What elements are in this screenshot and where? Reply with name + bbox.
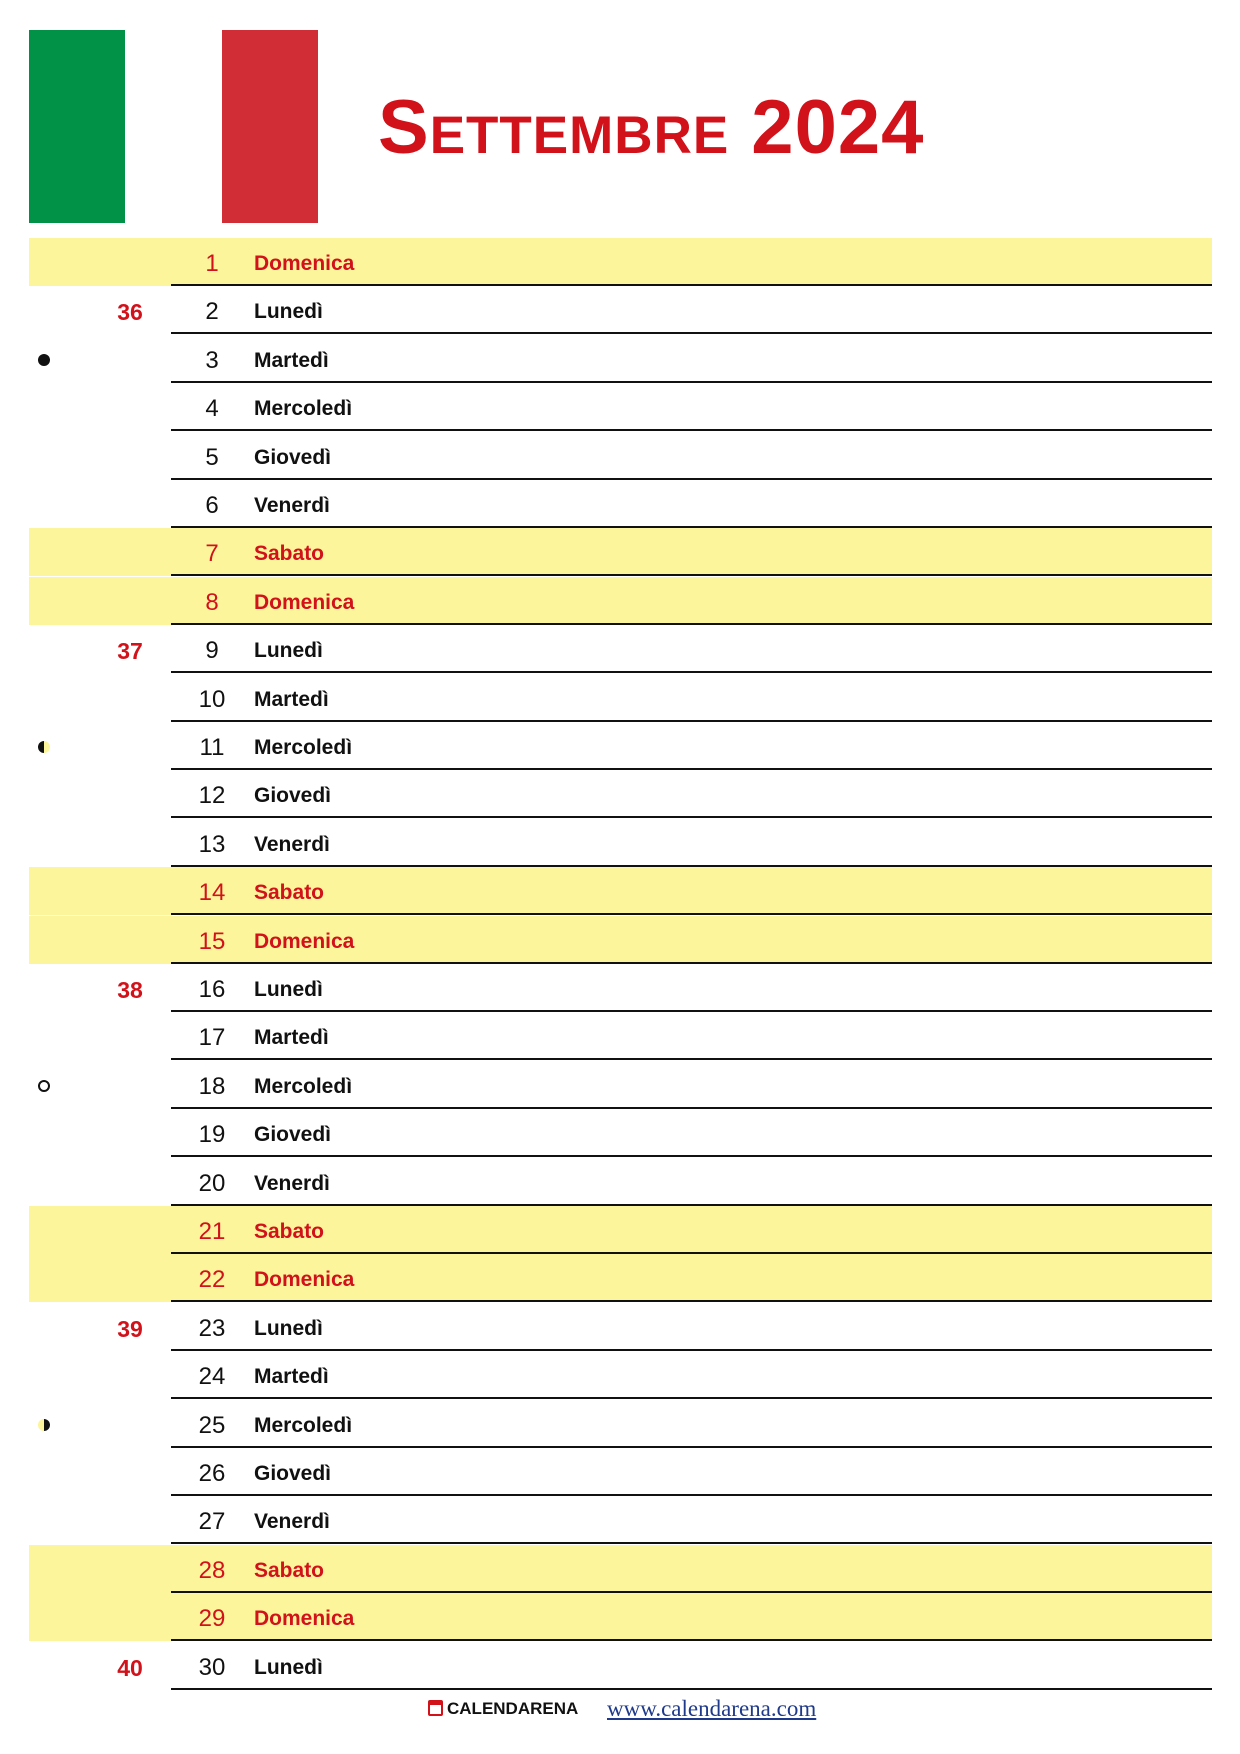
- week-number: 39: [117, 1315, 143, 1342]
- week-number: [89, 1206, 171, 1254]
- brand-name: CALENDARENA: [447, 1699, 579, 1718]
- day-number: 2: [205, 298, 219, 326]
- day-number: 21: [198, 1218, 226, 1245]
- day-name: Domenica: [254, 1607, 355, 1631]
- row-bg: [171, 286, 1212, 334]
- day-name: Lunedì: [254, 978, 323, 1001]
- week-number: [89, 1351, 171, 1399]
- brand-logo: [428, 1694, 578, 1724]
- day-number: 4: [205, 395, 219, 423]
- week-number: [89, 1545, 171, 1593]
- row-bg: [171, 867, 1212, 915]
- day-number: 6: [205, 492, 219, 519]
- day-number: 27: [198, 1508, 226, 1536]
- day-name: Sabato: [254, 881, 325, 905]
- day-number: 24: [198, 1363, 226, 1391]
- day-name: Giovedì: [254, 1462, 332, 1485]
- day-number: 15: [198, 927, 226, 955]
- day-number: 14: [198, 879, 226, 907]
- day-row: [29, 722, 1212, 770]
- day-row: [29, 1400, 1212, 1448]
- flag-red-stripe: [222, 30, 318, 223]
- moon-phase-full-icon: [38, 1080, 50, 1092]
- day-name: Venerdì: [254, 494, 330, 517]
- day-row: [29, 1593, 1212, 1641]
- day-number: 3: [205, 346, 219, 374]
- day-name: Venerdì: [254, 1510, 330, 1534]
- week-number: [89, 1158, 171, 1206]
- week-number: [89, 916, 171, 964]
- day-name: Martedì: [254, 1365, 329, 1389]
- website-link[interactable]: www.calendarena.com: [607, 1696, 817, 1721]
- row-bg: [171, 1642, 1212, 1690]
- week-number: [89, 577, 171, 625]
- week-number: [89, 383, 171, 431]
- day-row: [29, 480, 1212, 528]
- day-name: Martedì: [254, 348, 329, 372]
- week-number: [89, 1593, 171, 1641]
- day-name: Mercoledì: [254, 1413, 353, 1437]
- week-number: [89, 770, 171, 818]
- moon-phase-last-icon: [38, 1419, 50, 1431]
- day-name: Giovedì: [254, 784, 332, 808]
- day-number: 28: [198, 1556, 226, 1584]
- week-number: [89, 867, 171, 915]
- day-row: [29, 867, 1212, 915]
- day-row: [29, 625, 1212, 673]
- day-row: [29, 383, 1212, 431]
- row-bg: [171, 1303, 1212, 1351]
- day-name: Mercoledì: [254, 397, 353, 421]
- day-row: [29, 1158, 1212, 1206]
- day-number: 11: [199, 734, 225, 761]
- day-row: [29, 1254, 1212, 1302]
- day-name: Domenica: [254, 1268, 355, 1292]
- week-number: [89, 1448, 171, 1496]
- day-number: 26: [198, 1460, 226, 1487]
- day-number: 12: [198, 782, 226, 810]
- week-number: [89, 1012, 171, 1060]
- day-row: [29, 238, 1212, 286]
- day-number: 30: [198, 1653, 226, 1681]
- flag-green-stripe: [29, 30, 125, 223]
- day-number: 8: [205, 588, 219, 616]
- day-name: Domenica: [254, 929, 355, 953]
- day-row: [29, 335, 1212, 383]
- day-row: [29, 1109, 1212, 1157]
- day-row: [29, 1303, 1212, 1351]
- footer: [0, 1694, 1240, 1724]
- day-row: [29, 577, 1212, 625]
- day-row: [29, 1642, 1212, 1690]
- day-name: Sabato: [254, 1558, 325, 1582]
- day-name: Martedì: [254, 1026, 329, 1050]
- day-row: [29, 770, 1212, 818]
- day-name: Lunedì: [254, 1316, 323, 1340]
- day-row: [29, 1351, 1212, 1399]
- week-number: 36: [117, 299, 143, 326]
- day-name: Domenica: [254, 252, 355, 275]
- day-row: [29, 1061, 1212, 1109]
- day-name: Lunedì: [254, 300, 323, 324]
- week-number: [89, 674, 171, 722]
- day-name: Sabato: [254, 542, 325, 566]
- day-row: [29, 286, 1212, 334]
- day-row: [29, 1496, 1212, 1544]
- day-number: 7: [205, 540, 219, 568]
- day-name: Sabato: [254, 1220, 325, 1243]
- week-number: [89, 1109, 171, 1157]
- day-row: [29, 432, 1212, 480]
- row-divider: [171, 1688, 1212, 1690]
- day-row: [29, 964, 1212, 1012]
- day-name: Giovedì: [254, 1123, 332, 1147]
- day-number: 22: [198, 1266, 226, 1294]
- day-name: Lunedì: [254, 1655, 323, 1679]
- week-number: [89, 819, 171, 867]
- week-number: [89, 528, 171, 576]
- calendar-icon: [428, 1700, 443, 1716]
- day-name: Mercoledì: [254, 1074, 353, 1098]
- day-row: [29, 1545, 1212, 1593]
- day-number: 23: [198, 1314, 226, 1342]
- week-number: [89, 1496, 171, 1544]
- day-number: 9: [205, 637, 219, 665]
- day-number: 13: [198, 830, 226, 858]
- day-number: 10: [198, 685, 226, 713]
- week-number: [89, 480, 171, 528]
- moon-phase-first-icon: [38, 741, 50, 753]
- day-number: 17: [198, 1024, 226, 1052]
- day-number: 20: [198, 1169, 226, 1197]
- day-row: [29, 1012, 1212, 1060]
- day-number: 5: [205, 443, 219, 471]
- page-title: Settembre 2024: [378, 85, 925, 170]
- day-row: [29, 1448, 1212, 1496]
- day-number: 19: [198, 1121, 226, 1149]
- day-number: 29: [198, 1605, 226, 1633]
- day-row: [29, 819, 1212, 867]
- row-bg: [171, 528, 1212, 576]
- row-bg: [171, 1545, 1212, 1593]
- day-number: 1: [205, 250, 219, 277]
- week-number: [89, 432, 171, 480]
- row-bg: [171, 964, 1212, 1012]
- day-name: Martedì: [254, 687, 329, 711]
- week-number: [89, 1254, 171, 1302]
- row-bg: [171, 1206, 1212, 1254]
- day-name: Venerdì: [254, 832, 330, 856]
- day-row: [29, 916, 1212, 964]
- week-number: [89, 1400, 171, 1448]
- day-row: [29, 528, 1212, 576]
- day-row: [29, 1206, 1212, 1254]
- moon-phase-new-icon: [38, 354, 50, 366]
- day-name: Lunedì: [254, 639, 323, 663]
- week-number: [89, 335, 171, 383]
- day-name: Domenica: [254, 590, 355, 614]
- day-row: [29, 674, 1212, 722]
- week-number: [89, 722, 171, 770]
- day-name: Venerdì: [254, 1171, 330, 1195]
- row-bg: [171, 625, 1212, 673]
- week-number: 37: [117, 638, 143, 665]
- week-number: 40: [117, 1654, 143, 1681]
- day-number: 18: [198, 1072, 226, 1100]
- day-name: Giovedì: [254, 445, 332, 469]
- day-number: 16: [198, 976, 226, 1003]
- week-number: [89, 238, 171, 286]
- day-name: Mercoledì: [254, 736, 353, 759]
- week-number: [89, 1061, 171, 1109]
- day-number: 25: [198, 1411, 226, 1439]
- week-number: 38: [117, 977, 143, 1003]
